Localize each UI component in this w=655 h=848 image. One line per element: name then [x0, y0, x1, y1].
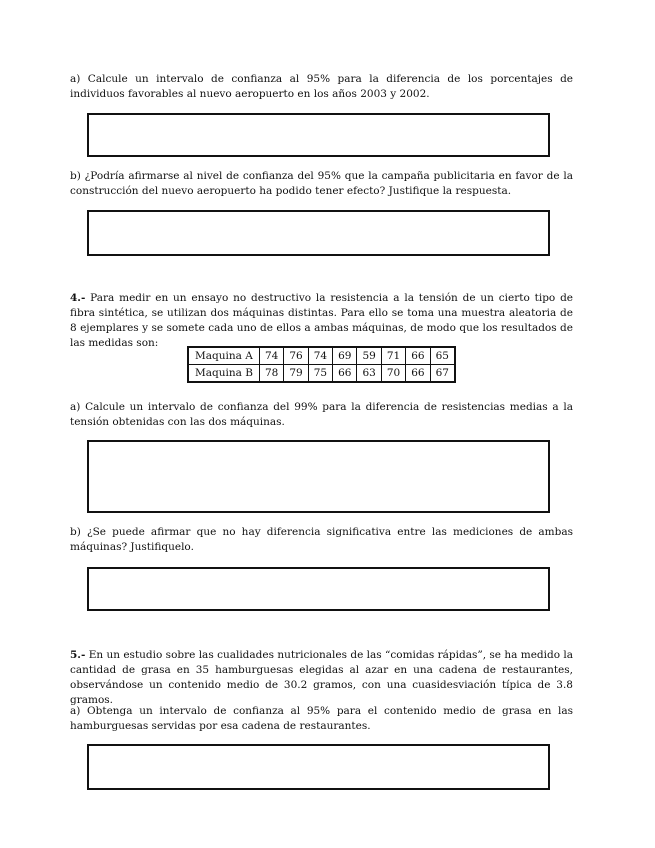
table-cell: 63 [357, 365, 381, 383]
measurements-table [187, 346, 456, 383]
table-cell: 66 [406, 365, 430, 383]
table-cell: 75 [308, 365, 332, 383]
row-label: Maquina B [188, 365, 259, 383]
table-cell: 78 [259, 365, 283, 383]
q3-part-a-answer-box[interactable] [87, 113, 550, 157]
q5-number: 5.- [70, 649, 86, 661]
q4-number: 4.- [70, 292, 86, 304]
table-cell: 76 [284, 347, 308, 365]
q4-part-b-text: b) ¿Se puede afirmar que no hay diferencia significativa entre las mediciones de ambas máquinas? Justifiquelo. [70, 526, 573, 553]
q5-intro-text: En un estudio sobre las cualidades nutricionales de las “comidas rápidas”, se ha medido la cantidad de grasa en 35 hamburguesas elegidas al azar en una cadena de restaurantes, observándose un contenido medio de 30.2 gramos, con una cuasidesviación típica de 3.8 gramos. [70, 649, 573, 706]
table-cell: 65 [430, 347, 455, 365]
table-cell: 69 [333, 347, 357, 365]
q4-part-a-answer-box[interactable] [87, 440, 550, 513]
q5-intro [70, 648, 573, 708]
table-row [188, 365, 455, 383]
q4-part-a-text: a) Calcule un intervalo de confianza del 99% para la diferencia de resistencias medias a la tensión obtenidas con las dos máquinas. [70, 401, 573, 428]
q4-part-b-answer-box[interactable] [87, 567, 550, 611]
q4-intro [70, 291, 573, 351]
table-row [188, 347, 455, 365]
q3-part-b-text: b) ¿Podría afirmarse al nivel de confianza del 95% que la campaña publicitaria en favor de la construcción del nuevo aeropuerto ha podido tener efecto? Justifique la respuesta. [70, 170, 573, 197]
table-cell: 70 [381, 365, 405, 383]
table-cell: 67 [430, 365, 455, 383]
table-cell: 66 [406, 347, 430, 365]
table-cell: 71 [381, 347, 405, 365]
table-cell: 59 [357, 347, 381, 365]
q3-part-b-answer-box[interactable] [87, 210, 550, 256]
table-cell: 74 [259, 347, 283, 365]
table-cell: 74 [308, 347, 332, 365]
q5-part-a-answer-box[interactable] [87, 744, 550, 790]
q4-intro-text: Para medir en un ensayo no destructivo la resistencia a la tensión de un cierto tipo de fibra sintética, se utilizan dos máquinas distintas. Para ello se toma una muestra aleatoria de 8 ejemplares y se somete cada uno de ellos a ambas máquinas, de modo que los resultados de las medidas son: [70, 292, 574, 349]
table-cell: 66 [333, 365, 357, 383]
row-label: Maquina A [188, 347, 259, 365]
q3-part-a-text: a) Calcule un intervalo de confianza al 95% para la diferencia de los porcentajes de individuos favorables al nuevo aeropuerto en los años 2003 y 2002. [70, 73, 573, 100]
table-cell: 79 [284, 365, 308, 383]
q5-part-a-text: a) Obtenga un intervalo de confianza al 95% para el contenido medio de grasa en las hamburguesas servidas por esa cadena de restaurantes. [70, 705, 573, 732]
